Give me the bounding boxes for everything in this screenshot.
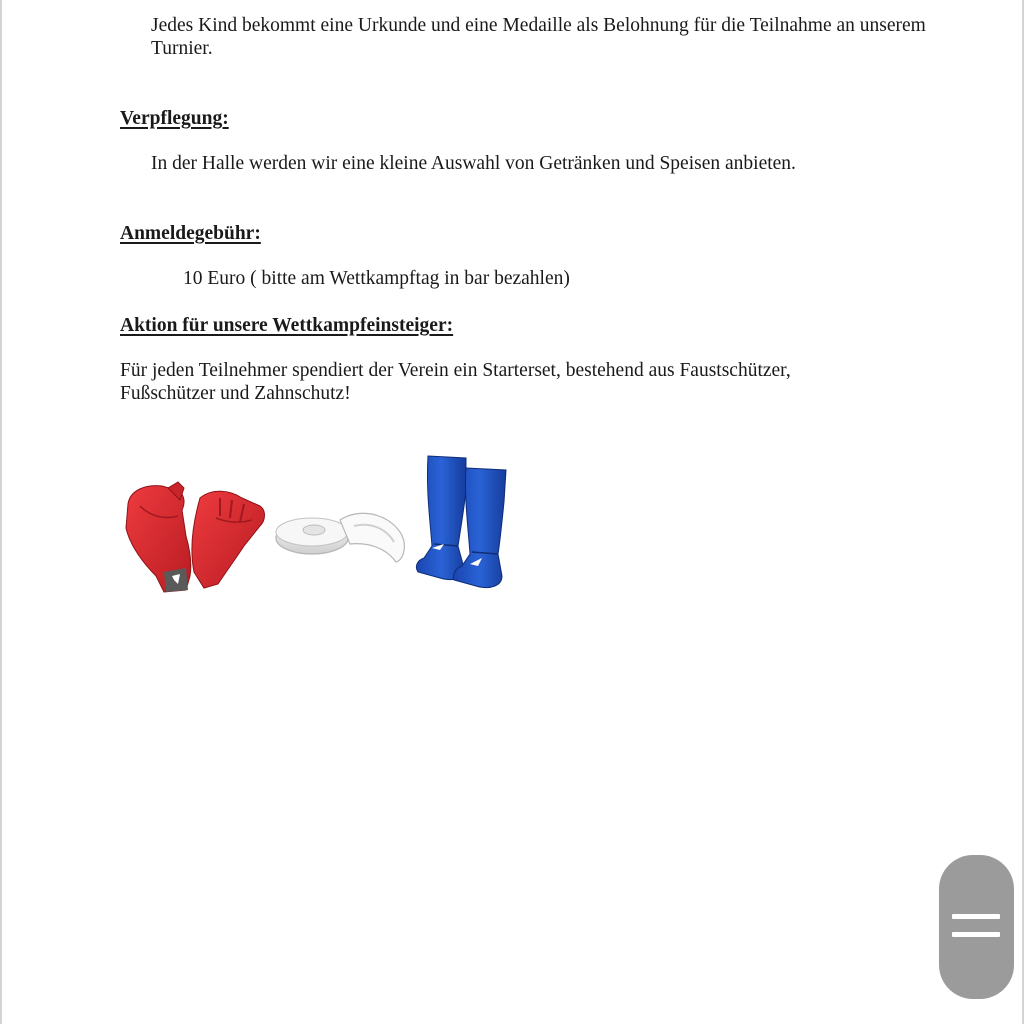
- mouthguard-image: [270, 502, 412, 568]
- promo-heading: Aktion für unsere Wettkampfeinsteiger:: [120, 315, 454, 336]
- grip-line-icon: [952, 932, 1000, 937]
- fee-heading: Anmeldegebühr:: [120, 223, 261, 244]
- promo-paragraph: Für jeden Teilnehmer spendiert der Verein ein Starterset, bestehend aus Faustschützer, Fußschützer und Zahnschutz!: [120, 360, 791, 404]
- fee-paragraph: 10 Euro ( bitte am Wettkampftag in bar bezahlen): [183, 268, 570, 289]
- catering-paragraph: In der Halle werden wir eine kleine Auswahl von Getränken und Speisen anbieten.: [151, 153, 796, 174]
- starter-set-images: [120, 450, 520, 594]
- grip-line-icon: [952, 914, 1000, 919]
- scroll-handle[interactable]: [939, 855, 1014, 999]
- fist-guards-image: [120, 476, 268, 594]
- catering-heading: Verpflegung:: [120, 108, 229, 129]
- prize-paragraph: Jedes Kind bekommt eine Urkunde und eine Medaille als Belohnung für die Teilnahme an unserem Turnier.: [151, 15, 926, 59]
- foot-guards-image: [414, 450, 514, 594]
